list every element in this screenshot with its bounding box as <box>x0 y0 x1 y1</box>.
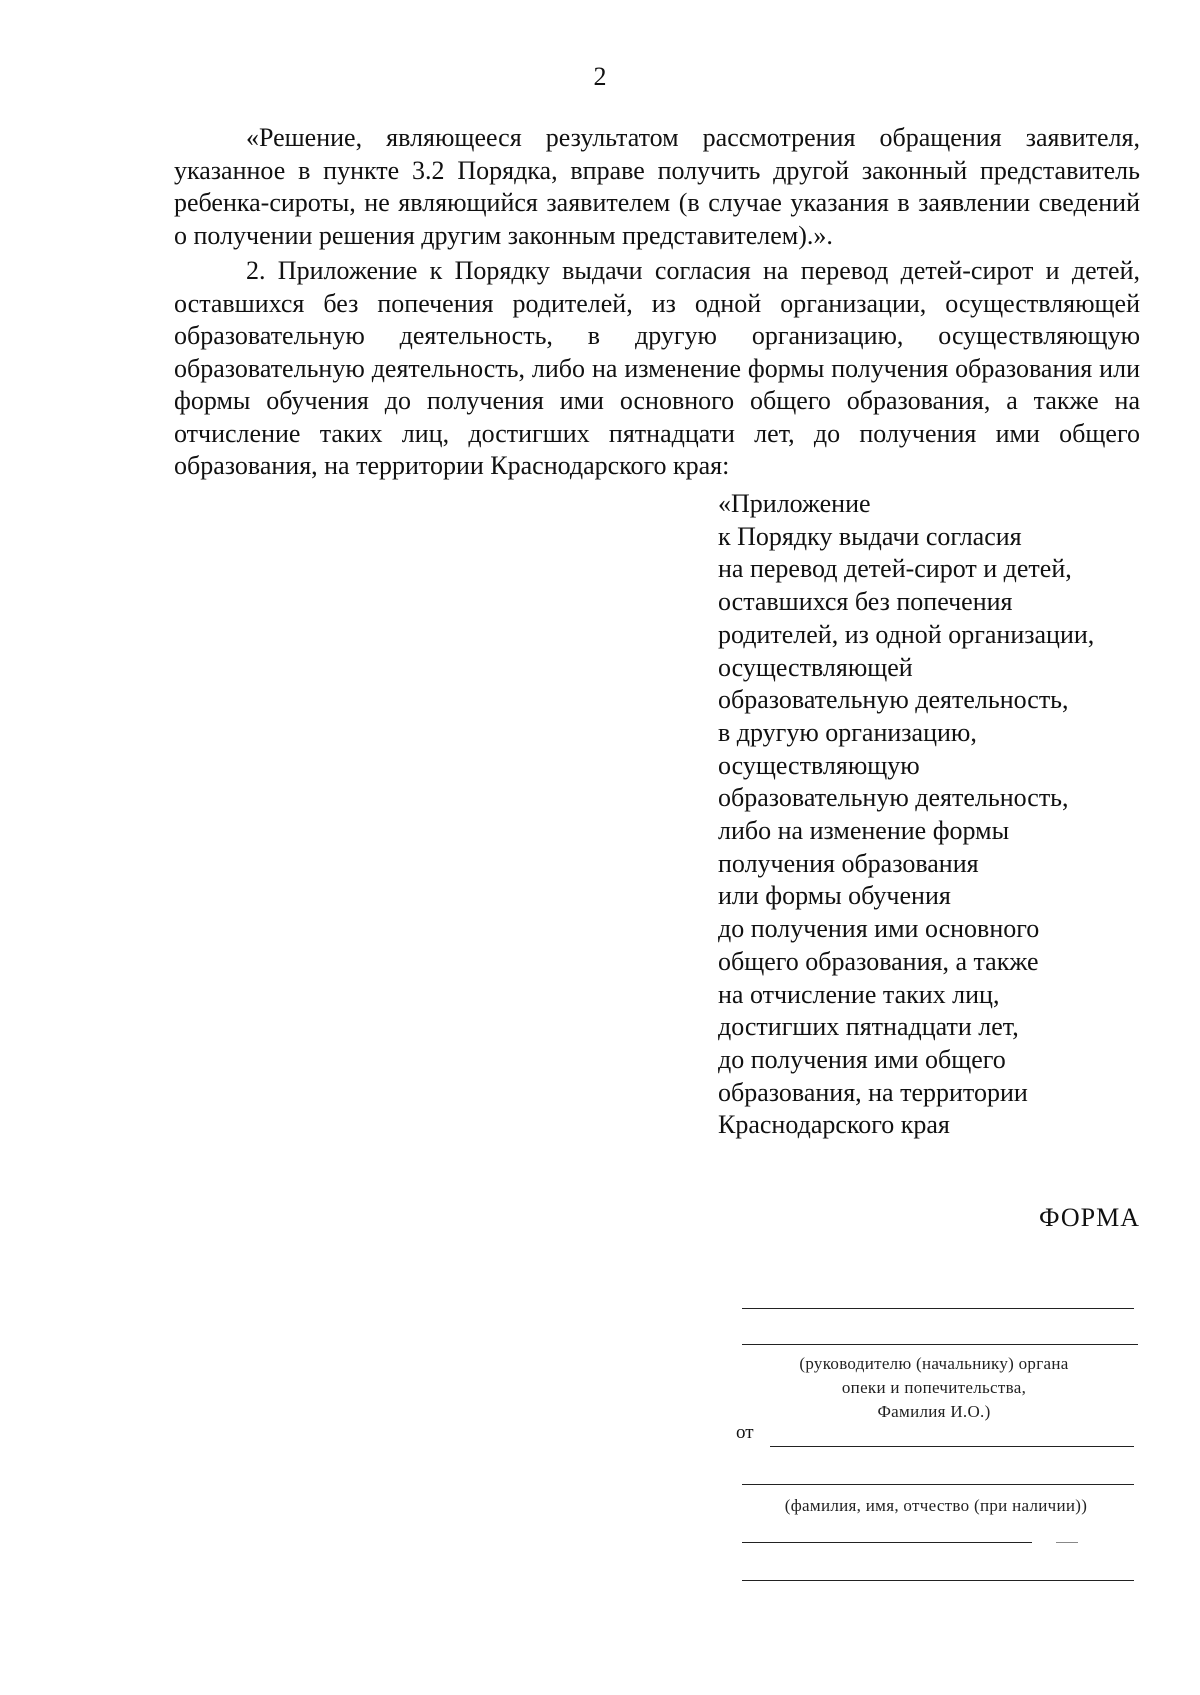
appendix-line: осуществляющей <box>718 652 913 682</box>
applicant-line-1[interactable] <box>770 1446 1134 1447</box>
appendix-line: на перевод детей-сирот и детей, <box>718 554 1072 584</box>
appendix-line: Краснодарского края <box>718 1110 950 1140</box>
appendix-line: осуществляющую <box>718 750 920 780</box>
applicant-caption: (фамилия, имя, отчество (при наличии)) <box>784 1496 1088 1515</box>
appendix-line: до получения ими основного <box>718 914 1040 944</box>
address-line-2[interactable] <box>742 1580 1134 1581</box>
appendix-heading <box>718 488 1158 1142</box>
addressee-line-1[interactable] <box>742 1308 1134 1309</box>
applicant-line-2[interactable] <box>742 1484 1134 1485</box>
page-number: 2 <box>593 62 607 91</box>
body-text <box>174 122 1140 483</box>
addressee-line-2[interactable] <box>742 1344 1138 1345</box>
addressee-caption <box>734 1352 1134 1424</box>
appendix-line: образовательную деятельность, <box>718 685 1069 715</box>
appendix-line: оставшихся без попечения <box>718 587 1013 617</box>
appendix-line: достигших пятнадцати лет, <box>718 1012 1019 1042</box>
appendix-line: образования, на территории <box>718 1077 1028 1107</box>
caption-line: опеки и попечительства, <box>841 1378 1027 1397</box>
appendix-line: на отчисление таких лиц, <box>718 979 1000 1009</box>
paragraph-decision: «Решение, являющееся результатом рассмотрения обращения заявителя, указанное в пункте 3.2 Порядка, вправе получить другой законный представитель ребенка-сироты, не являющийся заявителем (в случае указания в заявлении сведений о получении решения другим законным представителем).». <box>174 123 1140 250</box>
address-line-1-tail <box>1056 1542 1078 1543</box>
appendix-line: образовательную деятельность, <box>718 783 1069 813</box>
paragraph-appendix-amendment: 2. Приложение к Порядку выдачи согласия на перевод детей-сирот и детей, оставшихся без попечения родителей, из одной организации, осуществляющей образовательную деятельность, в другую организацию, осуществляющую образовательную деятельность, либо на изменение формы получения образования или формы обучения до получения ими основного общего образования, а также на отчисление таких лиц, достигших пятнадцати лет, до получения ими общего образования, на территории Краснодарского края: <box>174 256 1140 480</box>
caption-line: Фамилия И.О.) <box>877 1402 991 1421</box>
appendix-line: «Приложение <box>718 489 871 518</box>
appendix-line: к Порядку выдачи согласия <box>718 521 1022 551</box>
appendix-line: или формы обучения <box>718 881 951 911</box>
appendix-line: получения образования <box>718 848 979 878</box>
from-label: от <box>736 1422 754 1443</box>
appendix-line: либо на изменение формы <box>718 816 1010 846</box>
appendix-line: общего образования, а также <box>718 946 1039 976</box>
appendix-line: до получения ими общего <box>718 1044 1006 1074</box>
appendix-line: в другую организацию, <box>718 717 977 747</box>
form-title: ФОРМА <box>1039 1203 1140 1232</box>
caption-line: (руководителю (начальнику) органа <box>799 1354 1069 1373</box>
appendix-line: родителей, из одной организации, <box>718 619 1095 649</box>
address-line-1[interactable] <box>742 1542 1032 1543</box>
